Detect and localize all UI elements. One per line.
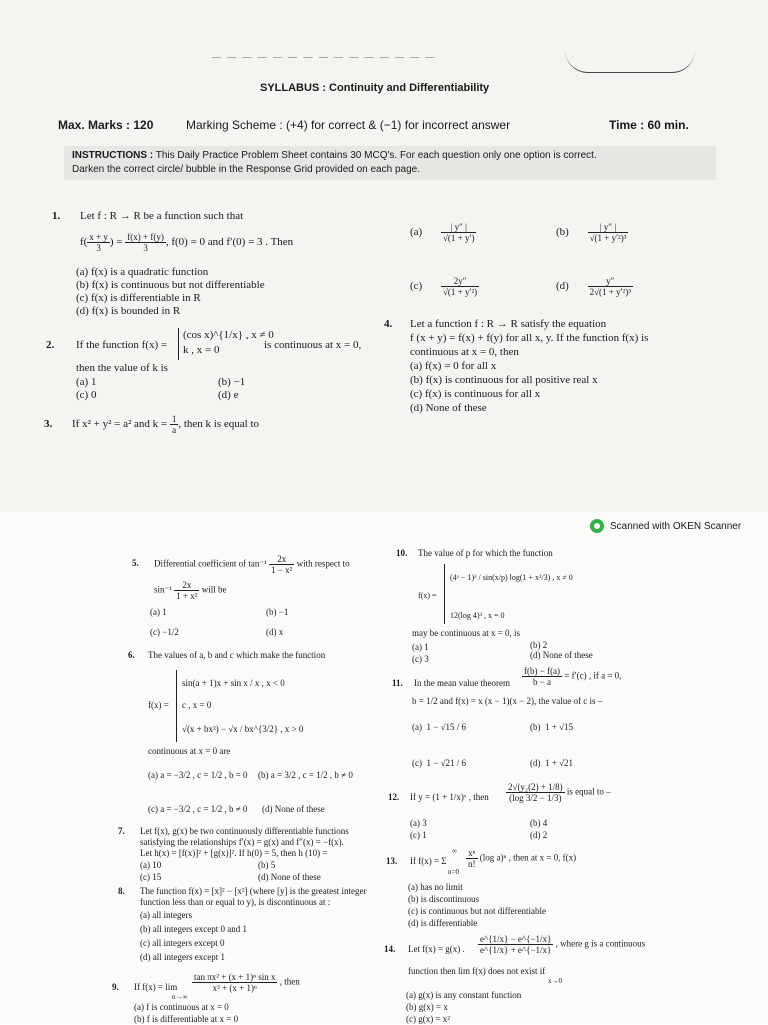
q5-line-1: Differential coefficient of tan⁻¹ $\frac{2x}{\text{1 − x²}}$ with respect to: [154, 554, 350, 575]
instructions-line-2: Darken the correct circle/ bubble in the Response Grid provided on each page.: [72, 164, 420, 175]
q4-option-d: (d) None of these: [410, 402, 487, 414]
q13-number: 13.: [386, 856, 398, 866]
q2-case-2: k , x = 0: [183, 344, 220, 356]
q11-option-b: (b) 1 + √15: [530, 722, 574, 732]
q8-line-2: function less than or equal to y), is discontinuous at :: [140, 897, 331, 907]
q1-stem: Let f : R → R be a function such that: [80, 210, 244, 222]
q6-brace: [176, 670, 177, 742]
q6-option-a: (a) a = −3/2 , c = 1/2 , b = 0: [148, 770, 248, 780]
scanner-badge: [590, 519, 741, 533]
q13-sum-top: ∞: [452, 847, 457, 855]
q10-stem: The value of p for which the function: [418, 548, 553, 558]
q3-stem: If x² + y² = a² and k = $\frac{1}{a}$ , then k is equal to: [72, 414, 260, 435]
q9-number: 9.: [112, 982, 119, 992]
q5-option-a: (a) 1: [150, 607, 167, 617]
q1-option-a: (a) f(x) is a quadratic function: [76, 266, 209, 278]
q8-line-1: The function f(x) = [x]² − [x²] (where [y] is the greatest integer: [140, 886, 367, 896]
q12-number: 12.: [388, 792, 400, 802]
q3-number: 3.: [44, 418, 53, 430]
q6-number: 6.: [128, 650, 135, 660]
q2-tail: is continuous at x = 0,: [264, 339, 362, 351]
scanned-page-1: [0, 0, 768, 512]
q13-option-d: (d) is differentiable: [408, 918, 478, 928]
q12-option-d: (d) 2: [530, 830, 548, 840]
q3-option-d: (d) $\frac{y''}{\text{2√(1 + y′²)³}}$: [556, 276, 631, 297]
q14-lead: Let f(x) = g(x) .: [408, 944, 465, 954]
q6-case-1: sin(a + 1)x + sin x / x , x < 0: [182, 678, 285, 688]
q9-option-a: (a) f is continuous at x = 0: [134, 1002, 229, 1012]
q5-option-c: (c) −1/2: [150, 627, 179, 637]
q14-option-c: (c) g(x) = x²: [406, 1014, 451, 1024]
q11-mvt: $\frac{f(b) - f(a)}{b - a}$ = f′(c) , if a = 0,: [524, 666, 622, 687]
q7-option-a: (a) 10: [140, 860, 162, 870]
q5-option-b: (b) −1: [266, 607, 289, 617]
q7-number: 7.: [118, 826, 125, 836]
q6-option-b: (b) a = 3/2 , c = 1/2 , b ≠ 0: [258, 770, 353, 780]
q2-number: 2.: [46, 339, 55, 351]
q11-option-d: (d) 1 + √21: [530, 758, 574, 768]
q12-option-b: (b) 4: [530, 818, 548, 828]
q1-option-b: (b) f(x) is continuous but not differentiable: [76, 279, 265, 291]
q7-line-1: Let f(x), g(x) be two continuously differentiable functions: [140, 826, 349, 836]
q12-option-c: (c) 1: [410, 830, 427, 840]
q4-number: 4.: [384, 318, 393, 330]
q6-stem: The values of a, b and c which make the function: [148, 650, 326, 660]
q8-option-c: (c) all integers except 0: [140, 938, 225, 948]
q2-option-d: (d) e: [218, 389, 239, 401]
q10-number: 10.: [396, 548, 408, 558]
q14-fraction: $\frac{e\^{}\{1/x\} - e\^{}\{-1/x\}}{e\^{}\{1/x\} + e\^{}\{-1/x\}}$ , where g is a continuous: [480, 934, 646, 955]
q6-option-c: (c) a = −3/2 , c = 1/2 , b ≠ 0: [148, 804, 248, 814]
q2-case-1: (cos x)^{1/x} , x ≠ 0: [183, 329, 274, 341]
q14-lim-sub: x→0: [548, 977, 562, 985]
q2-option-a: (a) 1: [76, 376, 97, 388]
q11-option-a: (a) 1 − √15 / 6: [412, 722, 467, 732]
q5-line-2: sin⁻¹ $\frac{2x}{\text{1 + x²}}$ will be: [154, 580, 227, 601]
q7-option-c: (c) 15: [140, 872, 162, 882]
q12-option-a: (a) 3: [410, 818, 427, 828]
q7-option-d: (d) None of these: [258, 872, 321, 882]
q9-lead: If f(x) = lim: [134, 982, 178, 992]
instructions-line-1: This Daily Practice Problem Sheet contains 30 MCQ's. For each question only one option is correct.: [155, 150, 597, 161]
q10-option-b: (b) 2: [530, 640, 548, 650]
q11-number: 11.: [392, 678, 403, 688]
q10-case-1: (4ˣ − 1)³ / sin(x/p) log(1 + x²/3) , x ≠ 0: [450, 573, 573, 582]
max-marks: Max. Marks : 120: [58, 118, 154, 132]
q10-option-c: (c) 3: [412, 654, 429, 664]
scanned-page-2: [0, 512, 768, 1024]
q11-lead: In the mean value theorem: [414, 678, 510, 688]
q8-option-d: (d) all integers except 1: [140, 952, 225, 962]
q10-option-a: (a) 1: [412, 642, 429, 652]
q10-fx: f(x) =: [418, 591, 437, 600]
q14-line-2: function then lim f(x) does not exist if: [408, 966, 546, 976]
q10-option-d: (d) None of these: [530, 650, 593, 660]
q6-case-2: c , x = 0: [182, 700, 212, 710]
instructions-box: [64, 146, 716, 180]
q9-lim-sub: n→∞: [172, 993, 188, 1001]
q14-option-b: (b) g(x) = x: [406, 1002, 448, 1012]
instructions-label: INSTRUCTIONS :: [72, 150, 154, 161]
q9-fraction: $\frac{\text{tan πx² + (x + 1)ⁿ sin x}}{\text{x² + (x + 1)ⁿ}}$ , then: [194, 972, 300, 993]
q9-option-b: (b) f is differentiable at x = 0: [134, 1014, 239, 1024]
q6-case-3: √(x + bx²) − √x / bx^{3/2} , x > 0: [182, 724, 304, 734]
q14-option-a: (a) g(x) is any constant function: [406, 990, 522, 1000]
q7-option-b: (b) 5: [258, 860, 276, 870]
q1-number: 1.: [52, 210, 61, 222]
q4-line-2: f (x + y) = f(x) + f(y) for all x, y. If the function f(x) is: [410, 332, 649, 344]
q10-case-2: 12(log 4)³ , x = 0: [450, 611, 505, 620]
q13-option-b: (b) is discontinuous: [408, 894, 479, 904]
q1-option-c: (c) f(x) is differentiable in R: [76, 292, 201, 304]
q4-line-1: Let a function f : R → R satisfy the equation: [410, 318, 607, 330]
q5-option-d: (d) x: [266, 627, 284, 637]
q13-fraction: $\frac{\text{xⁿ}}{n!}$ (log a)ⁿ , then at x = 0, f(x): [468, 848, 577, 869]
q12-lead: If y = (1 + 1/x)ˣ , then: [410, 792, 489, 802]
q4-option-a: (a) f(x) = 0 for all x: [410, 360, 497, 372]
q13-sum-bottom: n=0: [448, 868, 459, 876]
torn-header-dashes: — — — — — — — — — — — — — — —: [212, 52, 437, 62]
scanner-text: Scanned with OKEN Scanner: [610, 520, 742, 532]
q13-option-a: (a) has no limit: [408, 882, 463, 892]
q10-continuous: may be continuous at x = 0, is: [412, 628, 521, 638]
scanner-logo-icon: [590, 519, 604, 533]
q7-line-2: satisfying the relationships f′(x) = g(x) and f″(x) = −f(x).: [140, 837, 344, 847]
q3-option-b: (b) $\frac{| y'' |}{\text{√(1 + y′²)³}}$: [556, 222, 627, 243]
time-limit: Time : 60 min.: [609, 118, 689, 132]
q14-number: 14.: [384, 944, 396, 954]
q4-line-3: continuous at x = 0, then: [410, 346, 519, 358]
q11-option-c: (c) 1 − √21 / 6: [412, 758, 467, 768]
q6-fx: f(x) =: [148, 700, 169, 710]
q3-option-a: (a) $\frac{| y'' |}{√(1 + y')}$: [410, 222, 475, 243]
marking-scheme: Marking Scheme : (+4) for correct & (−1) for incorrect answer: [186, 118, 511, 132]
q8-number: 8.: [118, 886, 125, 896]
q13-option-c: (c) is continuous but not differentiable: [408, 906, 547, 916]
syllabus-title: SYLLABUS : Continuity and Differentiability: [260, 82, 490, 94]
q1-condition: f( $\frac{x + y}{3}$ ) = $\frac{f(x) + f(y)}{3}$ , f(0) = 0 and f′(0) = 3 . Then: [80, 232, 294, 253]
q1-option-d: (d) f(x) is bounded in R: [76, 305, 181, 317]
q6-option-d: (d) None of these: [262, 804, 325, 814]
q12-fraction: $\frac{\text{2√(y₂(2) + 1/8)}}{(\log 3/2 - 1/3)}$ is equal to –: [508, 782, 611, 803]
q11-line-2: b = 1/2 and f(x) = x (x − 1)(x − 2), the value of c is –: [412, 696, 603, 706]
q5-number: 5.: [132, 558, 139, 568]
q7-line-3: Let h(x) = [f(x)]² + [g(x)]². If h(0) = 5, then h (10) =: [140, 848, 328, 858]
torn-header-curve: [565, 50, 695, 73]
q2-lead: If the function f(x) =: [76, 339, 168, 351]
q8-option-b: (b) all integers except 0 and 1: [140, 924, 247, 934]
q2-option-b: (b) −1: [218, 376, 246, 388]
q2-brace: [178, 328, 179, 360]
q4-option-b: (b) f(x) is continuous for all positive real x: [410, 374, 598, 386]
q6-continuous: continuous at x = 0 are: [148, 746, 231, 756]
q2-line-2: then the value of k is: [76, 362, 168, 374]
q10-brace: [444, 564, 445, 624]
q2-option-c: (c) 0: [76, 389, 97, 401]
q3-option-c: (c) $\frac{2y''}{\text{√(1 + y′²)}}$: [410, 276, 478, 297]
q8-option-a: (a) all integers: [140, 910, 192, 920]
q4-option-c: (c) f(x) is continuous for all x: [410, 388, 541, 400]
q13-lead: If f(x) = Σ: [410, 856, 447, 866]
